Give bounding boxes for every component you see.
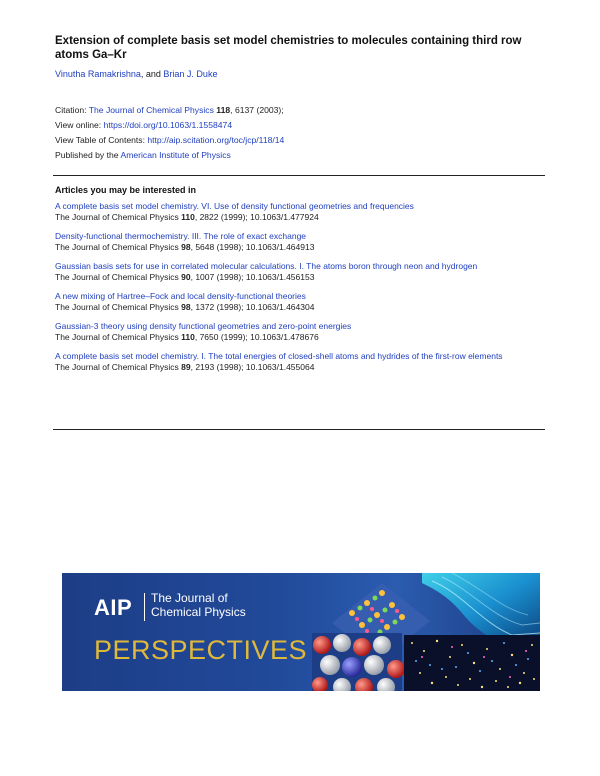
citation-block [55,103,284,163]
author-separator: , and [140,69,164,79]
ref-rest: , 2822 (1999); 10.1063/1.477924 [194,211,319,222]
ref-rest: , 7650 (1999); 10.1063/1.478676 [194,331,319,342]
list-item [55,201,547,222]
ref-volume: 98 [181,301,191,312]
related-article-link[interactable]: Gaussian-3 theory using density functional geometries and zero-point energies [55,321,352,331]
ref-volume: 89 [181,361,191,372]
banner-journal-line1: The Journal of [151,591,228,605]
citation-row [55,103,284,118]
article-title: Extension of complete basis set model chemistries to molecules containing third row atoms Ga–Kr [55,35,522,61]
ref-volume: 110 [181,331,195,342]
publisher-row [55,148,284,163]
ref-journal: The Journal of Chemical Physics [55,271,182,282]
ref-journal: The Journal of Chemical Physics [55,241,182,252]
related-article-ref [55,332,547,343]
journal-ad-banner[interactable] [62,573,540,691]
ref-rest: , 1372 (1998); 10.1063/1.464304 [190,301,315,312]
related-article-ref [55,272,547,283]
citation-volume: 118 [216,105,231,115]
banner-collage-image [312,573,540,691]
related-article-ref [55,212,547,223]
list-item [55,291,547,312]
logo-divider [144,593,145,621]
banner-tagline: PERSPECTIVES [94,635,308,665]
divider-bottom [53,429,545,430]
list-item [55,231,547,252]
view-online-label: View online: [55,120,104,130]
related-article-link[interactable]: Density-functional thermochemistry. III. The role of exact exchange [55,231,307,241]
related-article-ref [55,362,547,373]
particle-field-graphic [404,635,540,691]
toc-link[interactable]: http://aip.scitation.org/toc/jcp/118/14 [147,135,285,145]
author-link[interactable]: Vinutha Ramakrishna [55,69,141,79]
ref-rest: , 1007 (1998); 10.1063/1.456153 [190,271,315,282]
list-item [55,321,547,342]
list-item [55,261,547,282]
banner-journal-line2: Chemical Physics [151,605,246,619]
view-online-row [55,118,284,133]
aip-logo: AIP [94,595,133,620]
related-article-ref [55,242,547,253]
author-list [55,68,217,80]
toc-label: View Table of Contents: [55,135,148,145]
ref-journal: The Journal of Chemical Physics [55,331,182,342]
ref-volume: 98 [181,241,191,252]
related-article-ref [55,302,547,313]
related-articles-heading: Articles you may be interested in [55,185,197,195]
related-article-link[interactable]: A complete basis set model chemistry. I. The total energies of closed-shell atoms and hydrides of the first-row elements [55,351,503,361]
citation-journal-link[interactable]: The Journal of Chemical Physics [88,105,214,115]
publisher-link[interactable]: American Institute of Physics [120,150,231,160]
divider-top [53,175,545,176]
ref-journal: The Journal of Chemical Physics [55,361,182,372]
ref-volume: 110 [181,211,195,222]
related-article-link[interactable]: A new mixing of Hartree–Fock and local density-functional theories [55,291,306,301]
citation-label: Citation: [55,105,89,115]
related-article-link[interactable]: Gaussian basis sets for use in correlated molecular calculations. I. The atoms boron through neon and hydrogen [55,261,478,271]
doi-link[interactable]: https://doi.org/10.1063/1.1558474 [103,120,233,130]
ref-journal: The Journal of Chemical Physics [55,211,182,222]
banner-journal-name [151,591,246,619]
ref-volume: 90 [181,271,191,282]
related-articles-list [55,201,547,381]
list-item [55,351,547,372]
ref-journal: The Journal of Chemical Physics [55,301,182,312]
publisher-label: Published by the [55,150,121,160]
ref-rest: , 2193 (1998); 10.1063/1.455064 [190,361,315,372]
related-article-link[interactable]: A complete basis set model chemistry. VI. Use of density functional geometries and frequencies [55,201,414,211]
toc-row [55,133,284,148]
author-link[interactable]: Brian J. Duke [163,69,218,79]
ref-rest: , 5648 (1998); 10.1063/1.464913 [190,241,315,252]
molecule-graphic [312,633,405,691]
citation-rest: , 6137 (2003); [230,105,284,115]
